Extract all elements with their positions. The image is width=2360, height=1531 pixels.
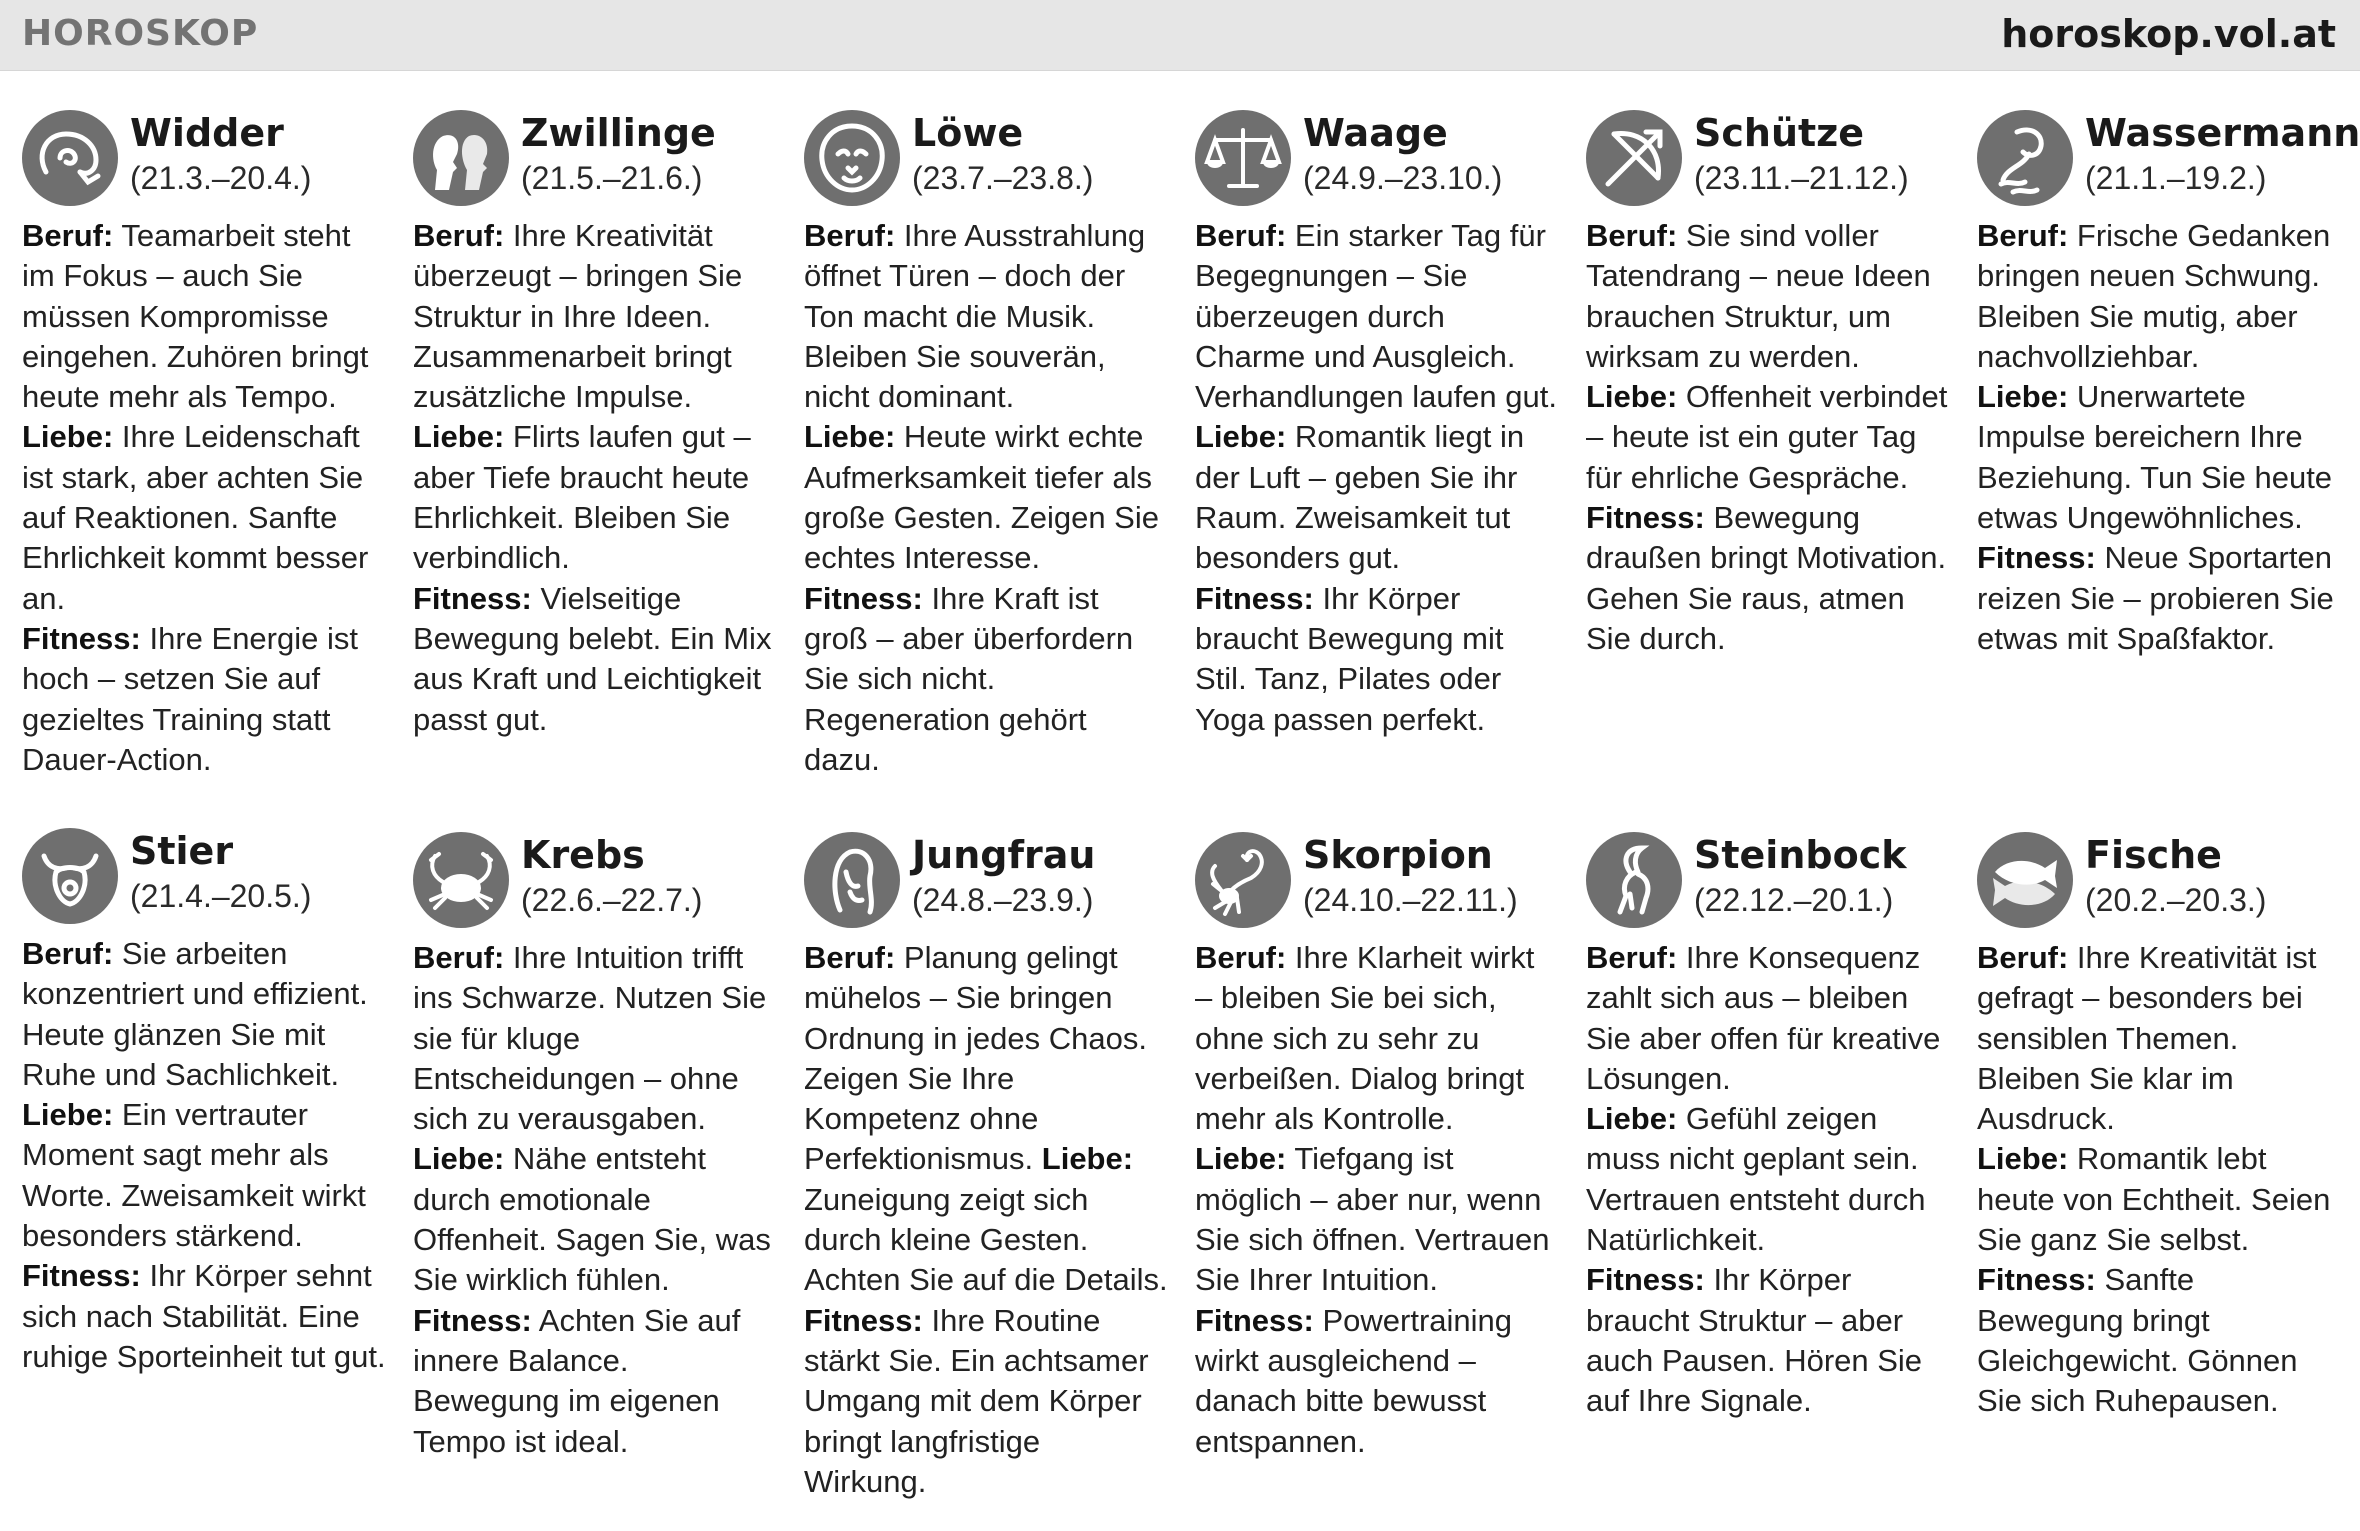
text-beruf: Ihre Konsequenz zahlt sich aus – bleiben Sie aber offen für kreative Lösungen.	[1586, 940, 1941, 1096]
text-liebe: Heute wirkt echte Aufmerksamkeit tiefer als große Gesten. Zeigen Sie echtes Interesse.	[804, 419, 1159, 576]
header-bar	[0, 0, 2360, 71]
label-liebe: Liebe:	[1977, 379, 2069, 415]
label-liebe: Liebe:	[1195, 1141, 1287, 1177]
label-beruf: Beruf:	[1586, 218, 1678, 253]
text-liebe: Unerwartete Impulse bereichern Ihre Beziehung. Tun Sie heute etwas Ungewöhnliches.	[1977, 379, 2333, 536]
sign-name: Schütze	[1694, 111, 1865, 155]
label-beruf: Beruf:	[1586, 940, 1678, 975]
sign-jungfrau	[804, 832, 1169, 1502]
label-beruf: Beruf:	[22, 218, 114, 253]
label-beruf: Beruf:	[804, 940, 896, 975]
section-title: HOROSKOP	[22, 13, 259, 54]
text-liebe: Romantik lebt heute von Echtheit. Seien Sie ganz Sie selbst.	[1977, 1141, 2331, 1258]
sign-text	[1977, 938, 2342, 1422]
text-liebe: Offenheit verbindet – heute ist ein guter Tag für ehrliche Gespräche.	[1586, 379, 1948, 495]
sign-dates: (24.9.–23.10.)	[1303, 160, 1503, 196]
sign-dates: (22.6.–22.7.)	[521, 882, 703, 918]
label-fitness: Fitness:	[1977, 1262, 2096, 1298]
sign-name: Steinbock	[1694, 833, 1907, 877]
label-fitness: Fitness:	[413, 580, 532, 616]
sign-name: Fische	[2085, 833, 2222, 877]
crab-icon	[413, 832, 509, 928]
sign-name: Stier	[130, 829, 234, 873]
text-fitness: Sanfte Bewegung bringt Gleichgewicht. Gönnen Sie sich Ruhepausen.	[1977, 1262, 2298, 1419]
sign-dates: (21.5.–21.6.)	[521, 160, 703, 196]
label-fitness: Fitness:	[1195, 580, 1314, 616]
sign-name: Waage	[1303, 111, 1448, 155]
sign-dates: (22.12.–20.1.)	[1694, 882, 1894, 918]
sign-wassermann	[1977, 110, 2360, 659]
sign-name: Widder	[130, 111, 284, 155]
text-beruf: Planung gelingt mühelos – Sie bringen Ordnung in jedes Chaos. Zeigen Sie Ihre Kompetenz ohne Perfektionismus.	[804, 940, 1147, 1177]
label-liebe: Liebe:	[1977, 1141, 2069, 1177]
text-fitness: Ihre Routine stärkt Sie. Ein achtsamer Umgang mit dem Körper bringt langfristige Wirkung.	[804, 1302, 1149, 1499]
text-beruf: Ein starker Tag für Begegnungen – Sie überzeugen durch Charme und Ausgleich. Verhandlungen laufen gut.	[1195, 218, 1557, 415]
label-fitness: Fitness:	[804, 1302, 923, 1338]
sign-dates: (21.3.–20.4.)	[130, 160, 312, 196]
sign-text	[413, 216, 778, 740]
sign-name: Wassermann	[2085, 111, 2360, 155]
text-beruf: Sie arbeiten konzentriert und effizient. Heute glänzen Sie mit Ruhe und Sachlichkeit.	[22, 936, 368, 1092]
sign-fische	[1977, 832, 2342, 1422]
sign-schuetze	[1586, 110, 1951, 659]
text-beruf: Ihre Ausstrahlung öffnet Türen – doch der Ton macht die Musik. Bleiben Sie souverän, nicht dominant.	[804, 218, 1146, 415]
sign-name: Skorpion	[1303, 833, 1493, 877]
scorpion-icon	[1195, 832, 1291, 928]
text-liebe: Romantik liegt in der Luft – geben Sie ihr Raum. Zweisamkeit tut besonders gut.	[1195, 419, 1525, 576]
text-fitness: Bewegung draußen bringt Motivation. Gehen Sie raus, atmen Sie durch.	[1586, 500, 1947, 656]
sign-name: Löwe	[912, 111, 1024, 155]
sign-text	[1586, 938, 1951, 1422]
text-liebe: Ein vertrauter Moment sagt mehr als Worte. Zweisamkeit wirkt besonders stärkend.	[22, 1097, 366, 1254]
sign-stier	[22, 828, 387, 1377]
text-beruf: Frische Gedanken bringen neuen Schwung. Bleiben Sie mutig, aber nachvollziehbar.	[1977, 218, 2331, 374]
sign-text	[804, 938, 1169, 1502]
label-liebe: Liebe:	[22, 1097, 114, 1133]
text-liebe: Nähe entsteht durch emotionale Offenheit. Sagen Sie, was Sie wirklich fühlen.	[413, 1141, 771, 1298]
label-beruf: Beruf:	[22, 936, 114, 971]
sign-steinbock	[1586, 832, 1951, 1422]
sign-dates: (21.1.–19.2.)	[2085, 160, 2267, 196]
sign-dates: (24.8.–23.9.)	[912, 882, 1094, 918]
bull-icon	[22, 828, 118, 924]
text-beruf: Teamarbeit steht im Fokus – auch Sie müssen Kompromisse eingehen. Zuhören bringt heute mehr als Tempo.	[22, 218, 369, 415]
text-fitness: Neue Sportarten reizen Sie – probieren Sie etwas mit Spaßfaktor.	[1977, 540, 2334, 656]
twins-icon	[413, 110, 509, 206]
label-liebe: Liebe:	[1586, 379, 1678, 415]
sign-name: Zwillinge	[521, 111, 716, 155]
sign-skorpion	[1195, 832, 1560, 1462]
fish-icon	[1977, 832, 2073, 928]
sign-name: Jungfrau	[912, 833, 1096, 877]
sign-dates: (23.7.–23.8.)	[912, 160, 1094, 196]
sign-dates: (21.4.–20.5.)	[130, 878, 312, 914]
text-fitness: Ihr Körper braucht Struktur – aber auch Pausen. Hören Sie auf Ihre Signale.	[1586, 1262, 1923, 1419]
label-fitness: Fitness:	[22, 1258, 141, 1294]
scales-icon	[1195, 110, 1291, 206]
sign-text	[413, 938, 778, 1462]
label-liebe: Liebe:	[1195, 419, 1287, 455]
site-url[interactable]: horoskop.vol.at	[2001, 12, 2336, 56]
label-liebe: Liebe:	[804, 419, 896, 455]
label-liebe: Liebe:	[22, 419, 114, 455]
text-liebe: Flirts laufen gut – aber Tiefe braucht heute Ehrlichkeit. Bleiben Sie verbindlich.	[413, 419, 751, 576]
label-fitness: Fitness:	[1586, 500, 1705, 536]
label-beruf: Beruf:	[1977, 218, 2069, 253]
text-liebe: Gefühl zeigen muss nicht geplant sein. Vertrauen entsteht durch Natürlichkeit.	[1586, 1101, 1926, 1258]
text-liebe: Zuneigung zeigt sich durch kleine Gesten. Achten Sie auf die Details.	[804, 1181, 1168, 1298]
water-bearer-icon	[1977, 110, 2073, 206]
text-beruf: Ihre Intuition trifft ins Schwarze. Nutzen Sie sie für kluge Entscheidungen – ohne sich zu verausgaben.	[413, 940, 767, 1137]
text-fitness: Ihr Körper braucht Bewegung mit Stil. Tanz, Pilates oder Yoga passen perfekt.	[1195, 580, 1504, 737]
sign-text	[22, 216, 387, 780]
text-fitness: Vielseitige Bewegung belebt. Ein Mix aus Kraft und Leichtigkeit passt gut.	[413, 580, 772, 737]
text-beruf: Ihre Klarheit wirkt – bleiben Sie bei sich, ohne sich zu sehr zu verbeißen. Dialog bringt mehr als Kontrolle.	[1195, 940, 1535, 1137]
text-fitness: Achten Sie auf innere Balance. Bewegung im eigenen Tempo ist ideal.	[413, 1302, 741, 1459]
text-liebe: Tiefgang ist möglich – aber nur, wenn Sie sich öffnen. Vertrauen Sie Ihrer Intuition.	[1195, 1141, 1550, 1298]
sign-dates: (20.2.–20.3.)	[2085, 882, 2267, 918]
text-liebe: Ihre Leidenschaft ist stark, aber achten Sie auf Reaktionen. Sanfte Ehrlichkeit kommt besser an.	[22, 419, 369, 616]
sign-zwillinge	[413, 110, 778, 740]
label-fitness: Fitness:	[1977, 540, 2096, 576]
text-beruf: Ihre Kreativität ist gefragt – besonders bei sensiblen Themen. Bleiben Sie klar im Ausdruck.	[1977, 940, 2317, 1137]
sign-krebs	[413, 832, 778, 1462]
label-beruf: Beruf:	[804, 218, 896, 253]
text-fitness: Ihr Körper sehnt sich nach Stabilität. Eine ruhige Sporteinheit tut gut.	[22, 1258, 386, 1374]
sign-text	[1586, 216, 1951, 659]
text-beruf: Ihre Kreativität überzeugt – bringen Sie Struktur in Ihre Ideen. Zusammenarbeit bringt zusätzliche Impulse.	[413, 218, 743, 415]
sign-text	[804, 216, 1169, 780]
label-liebe: Liebe:	[413, 419, 505, 455]
text-fitness: Powertraining wirkt ausgleichend – danach bitte bewusst entspannen.	[1195, 1302, 1513, 1459]
sign-waage	[1195, 110, 1560, 740]
label-fitness: Fitness:	[413, 1302, 532, 1338]
label-beruf: Beruf:	[1195, 218, 1287, 253]
sign-widder	[22, 110, 387, 780]
sign-name: Krebs	[521, 833, 645, 877]
sign-loewe	[804, 110, 1169, 780]
sign-text	[1977, 216, 2342, 659]
label-fitness: Fitness:	[22, 620, 141, 656]
text-fitness: Ihre Kraft ist groß – aber überfordern Sie sich nicht. Regeneration gehört dazu.	[804, 580, 1134, 777]
virgin-icon	[804, 832, 900, 928]
sign-text	[1195, 938, 1560, 1462]
text-fitness: Ihre Energie ist hoch – setzen Sie auf gezieltes Training statt Dauer-Action.	[22, 620, 358, 777]
label-beruf: Beruf:	[1195, 940, 1287, 975]
label-fitness: Fitness:	[1586, 1262, 1705, 1298]
label-beruf: Beruf:	[413, 218, 505, 253]
sign-dates: (23.11.–21.12.)	[1694, 160, 1909, 196]
label-liebe: Liebe:	[1586, 1101, 1678, 1137]
sign-dates: (24.10.–22.11.)	[1303, 882, 1518, 918]
label-beruf: Beruf:	[413, 940, 505, 975]
label-beruf: Beruf:	[1977, 940, 2069, 975]
label-fitness: Fitness:	[804, 580, 923, 616]
sign-text	[22, 934, 387, 1377]
sign-text	[1195, 216, 1560, 740]
text-beruf: Sie sind voller Tatendrang – neue Ideen brauchen Struktur, um wirksam zu werden.	[1586, 218, 1931, 374]
lion-icon	[804, 110, 900, 206]
label-liebe: Liebe:	[413, 1141, 505, 1177]
archer-icon	[1586, 110, 1682, 206]
goat-icon	[1586, 832, 1682, 928]
ram-icon	[22, 110, 118, 206]
label-fitness: Fitness:	[1195, 1302, 1314, 1338]
label-liebe: Liebe:	[1041, 1141, 1134, 1177]
